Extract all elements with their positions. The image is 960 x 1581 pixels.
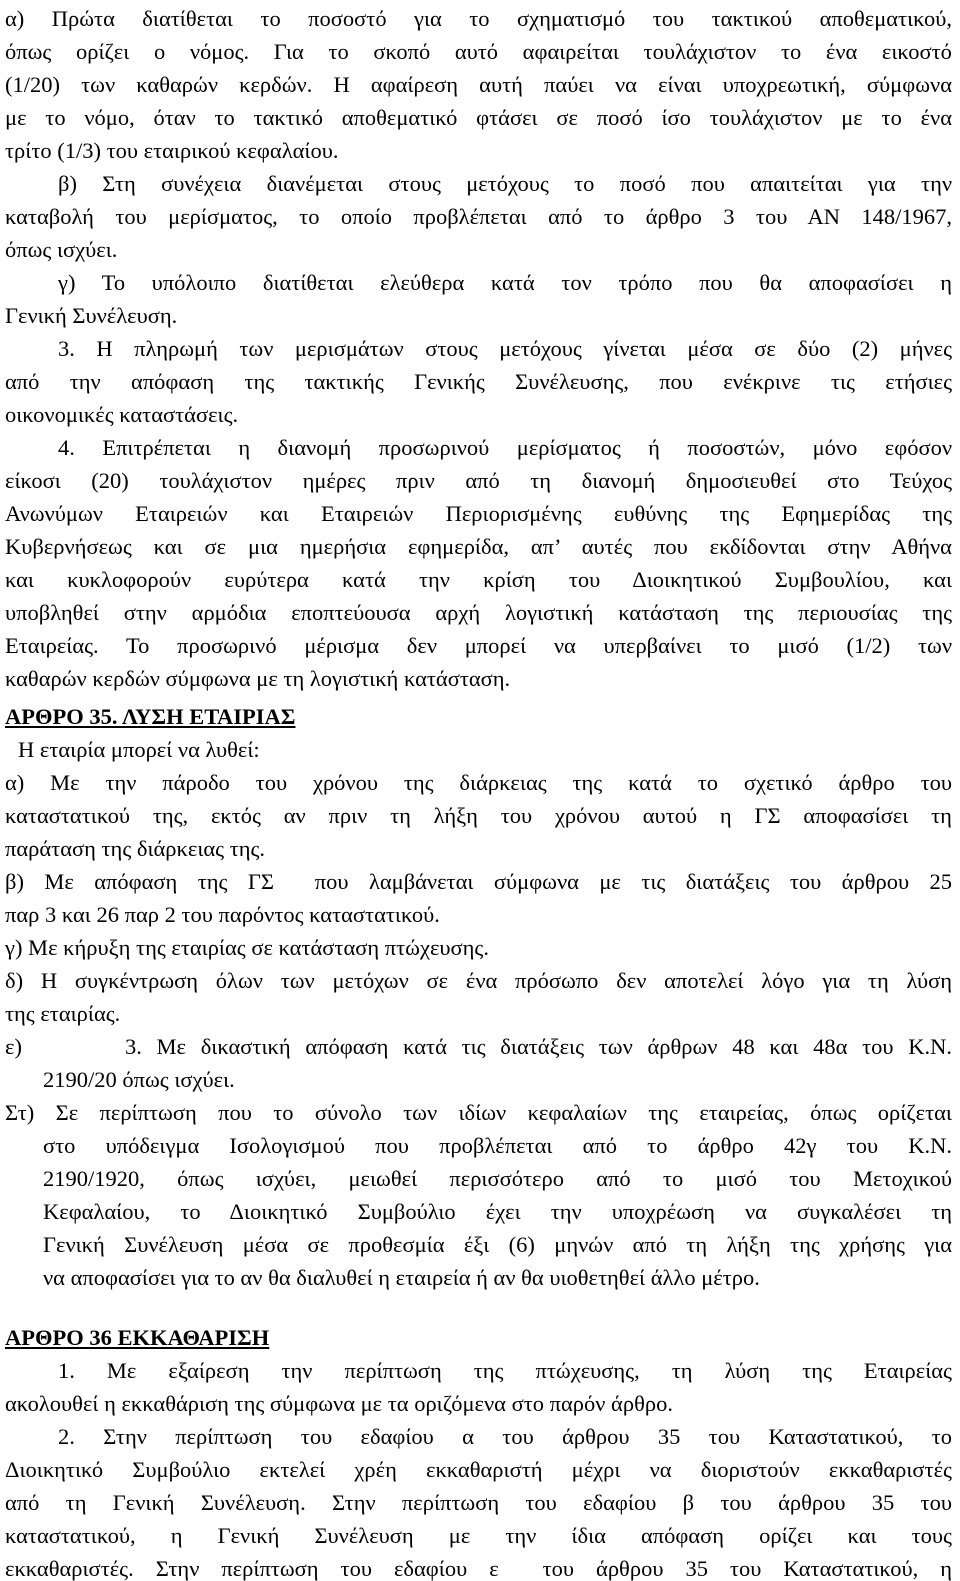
text-line: ε) 3. Με δικαστική απόφαση κατά τις διατάξεις των άρθρων 48 και 48α του Κ.Ν. [5,1034,953,1059]
text-line: καθαρών κερδών σύμφωνα με τη λογιστική κατάσταση. [5,666,511,691]
text-line: Γενική Συνέλευση μέσα σε προθεσμία έξι (6) μηνών από τη λήξη της χρήσης για [43,1232,953,1257]
text-line: παρ 3 και 26 παρ 2 του παρόντος καταστατικού. [5,902,440,927]
text-line: τρίτο (1/3) του εταιρικού κεφαλαίου. [5,138,339,163]
text-line: 2190/20 όπως ισχύει. [43,1067,235,1092]
text-line: γ) Το υπόλοιπο διατίθεται ελεύθερα κατά τον τρόπο που θα αποφασίσει η [58,270,952,295]
text-line: καταστατικού, η Γενική Συνέλευση με την ίδια απόφαση ορίζει και τους [5,1523,952,1548]
section-heading: ΑΡΘΡΟ 36 ΕΚΚΑΘΑΡΙΣΗ [5,1325,270,1350]
text-line: β) Με απόφαση της ΓΣ που λαμβάνεται σύμφωνα με τις διατάξεις του άρθρου 25 [5,869,953,894]
text-line: 2. Στην περίπτωση του εδαφίου α του άρθρου 35 του Καταστατικού, το [58,1424,953,1449]
text-line: ακολουθεί η εκκαθάριση της σύμφωνα με τα οριζόμενα στο παρόν άρθρο. [5,1391,673,1416]
text-line: Κεφαλαίου, το Διοικητικό Συμβούλιο έχει την υποχρέωση να συγκαλέσει τη [43,1199,953,1224]
section-heading: ΑΡΘΡΟ 35. ΛΥΣΗ ΕΤΑΙΡΙΑΣ [5,704,296,729]
text-line: παράταση της διάρκειας της. [5,836,266,861]
text-line: Στ) Σε περίπτωση που το σύνολο των ιδίων κεφαλαίων της εταιρείας, όπως ορίζεται [5,1100,952,1125]
text-line: εκκαθαριστές. Στην περίπτωση του εδαφίου ε του άρθρου 35 του Καταστατικού, η [5,1556,953,1581]
text-line: Ανωνύμων Εταιρειών και Εταιρειών Περιορισμένης ευθύνης της Εφημερίδας της [5,501,953,526]
text-line: Διοικητικό Συμβούλιο εκτελεί χρέη εκκαθαριστή μέχρι να διοριστούν εκκαθαριστές [5,1457,952,1482]
text-line: (1/20) των καθαρών κερδών. Η αφαίρεση αυτή παύει να είναι υποχρεωτική, σύμφωνα [5,72,953,97]
text-line: από τη Γενική Συνέλευση. Στην περίπτωση του εδαφίου β του άρθρου 35 του [5,1490,952,1515]
text-line: στο υπόδειγμα Ισολογισμού που προβλέπεται από το άρθρο 42γ του Κ.Ν. [43,1133,952,1158]
text-line: είκοσι (20) τουλάχιστον ημέρες πριν από τη διανομή δημοσιευθεί στο Τεύχος [5,468,953,493]
text-line: της εταιρίας. [5,1001,121,1026]
text-line: με το νόμο, όταν το τακτικό αποθεματικό φτάσει σε ποσό ίσο τουλάχιστον με το ένα [5,105,953,130]
text-line: όπως ορίζει ο νόμος. Για το σκοπό αυτό αφαιρείται τουλάχιστον το ένα εικοστό [5,39,952,64]
text-line: Η εταιρία μπορεί να λυθεί: [18,737,260,762]
text-line: Εταιρείας. Το προσωρινό μέρισμα δεν μπορεί να υπερβαίνει το μισό (1/2) των [5,633,953,658]
text-line: δ) Η συγκέντρωση όλων των μετόχων σε ένα πρόσωπο δεν αποτελεί λόγο για τη λύση [5,968,953,993]
text-line: από την απόφαση της τακτικής Γενικής Συνέλευσης, που ενέκρινε τις ετήσιες [5,369,953,394]
text-line: Γενική Συνέλευση. [5,303,178,328]
text-line: 4. Επιτρέπεται η διανομή προσωρινού μερίσματος ή ποσοστών, μόνο εφόσον [58,435,953,460]
text-line: καταβολή του μερίσματος, το οποίο προβλέπεται από το άρθρο 3 του ΑΝ 148/1967, [5,204,953,229]
text-line: 3. Η πληρωμή των μερισμάτων στους μετόχους γίνεται μέσα σε δύο (2) μήνες [58,336,952,361]
text-line: γ) Με κήρυξη της εταιρίας σε κατάσταση πτώχευσης. [5,935,489,960]
text-line: οικονομικές καταστάσεις. [5,402,239,427]
text-line: υποβληθεί στην αρμόδια εποπτεύουσα αρχή λογιστική κατάσταση της περιουσίας της [5,600,953,625]
text-line: να αποφασίσει για το αν θα διαλυθεί η εταιρεία ή αν θα υιοθετηθεί άλλο μέτρο. [43,1265,760,1290]
text-line: όπως ισχύει. [5,237,118,262]
text-line: 2190/1920, όπως ισχύει, μειωθεί περισσότερο από το μισό του Μετοχικού [43,1166,952,1191]
text-line: α) Με την πάροδο του χρόνου της διάρκειας της κατά το σχετικό άρθρο του [5,770,953,795]
text-line: Κυβερνήσεως και σε μια ημερήσια εφημερίδα, απ’ αυτές που εκδίδονται στην Αθήνα [5,534,952,559]
text-line: α) Πρώτα διατίθεται το ποσοστό για το σχηματισμό του τακτικού αποθεματικού, [5,6,953,31]
text-line: 1. Με εξαίρεση την περίπτωση της πτώχευσης, τη λύση της Εταιρείας [58,1358,952,1383]
text-line: καταστατικού της, εκτός αν πριν τη λήξη του χρόνου αυτού η ΓΣ αποφασίσει τη [5,803,952,828]
text-line: και κυκλοφορούν ευρύτερα κατά την κρίση του Διοικητικού Συμβουλίου, και [5,567,953,592]
text-line: β) Στη συνέχεια διανέμεται στους μετόχους το ποσό που απαιτείται για την [58,171,953,196]
